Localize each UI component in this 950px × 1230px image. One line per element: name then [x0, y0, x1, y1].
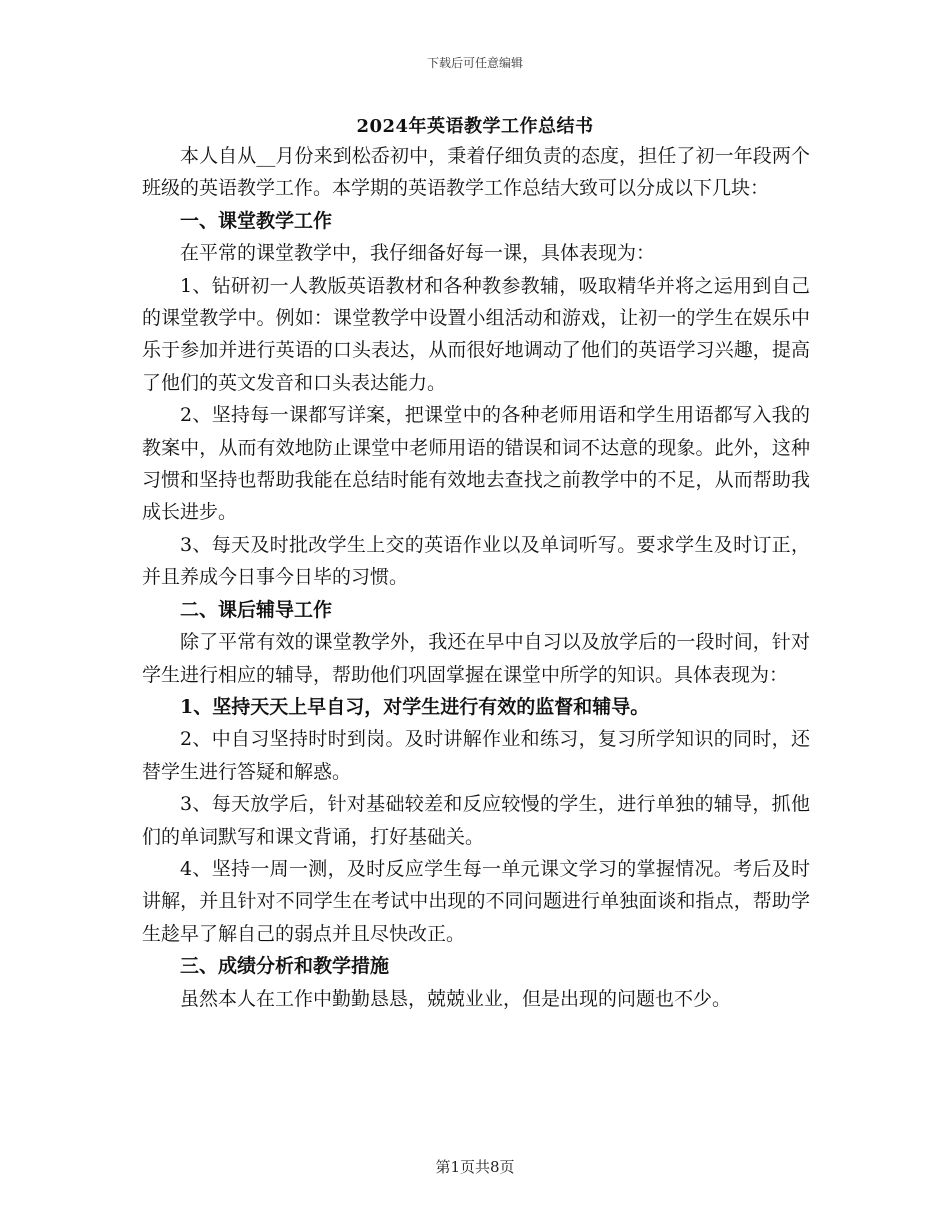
paragraph-classroom-intro: 在平常的课堂教学中，我仔细备好每一课，具体表现为： [180, 242, 656, 265]
document-body [142, 140, 810, 1015]
page-header-note: 下载后可任意编辑 [426, 56, 523, 70]
page-number-footer: 第1页共8页 [435, 1158, 515, 1176]
paragraph-tutoring-item-4: 4、坚持一周一测，及时反应学生每一单元课文学习的掌握情况。考后及时讲解，并且针对不同学生在考试中出现的不同问题进行单独面谈和指点，帮助学生趁早了解自己的弱点并且尽快改正。 [142, 857, 810, 945]
paragraph-tutoring-item-1: 1、坚持天天上早自习，对学生进行有效的监督和辅导。 [180, 695, 650, 718]
paragraph-tutoring-intro: 除了平常有效的课堂教学外，我还在早中自习以及放学后的一段时间，针对学生进行相应的辅导，帮助他们巩固掌握在课堂中所学的知识。具体表现为： [142, 631, 810, 686]
section-heading-after-class-tutoring: 二、课后辅导工作 [180, 598, 333, 621]
section-heading-classroom-teaching: 一、课堂教学工作 [180, 209, 333, 232]
paragraph-classroom-item-3: 3、每天及时批改学生上交的英语作业以及单词听写。要求学生及时订正，并且养成今日事今日毕的习惯。 [142, 533, 810, 589]
document-title: 2024年英语教学工作总结书 [356, 116, 594, 137]
paragraph-tutoring-item-3: 3、每天放学后，针对基础较差和反应较慢的学生，进行单独的辅导，抓他们的单词默写和课文背诵，打好基础关。 [142, 793, 810, 848]
paragraph-classroom-item-1: 1、钻研初一人教版英语教材和各种教参教辅，吸取精华并将之运用到自己的课堂教学中。例如：课堂教学中设置小组活动和游戏，让初一的学生在娱乐中乐于参加并进行英语的口头表达，从而很好地调动了他们的英语学习兴趣，提高了他们的英文发音和口头表达能力。 [142, 274, 810, 394]
intro-paragraph: 本人自从__月份来到松岙初中，秉着仔细负责的态度，担任了初一年段两个班级的英语教学工作。本学期的英语教学工作总结大致可以分成以下几块： [142, 145, 810, 200]
paragraph-results-intro: 虽然本人在工作中勤勤恳恳，兢兢业业，但是出现的问题也不少。 [180, 987, 732, 1010]
section-heading-results-analysis: 三、成绩分析和教学措施 [180, 955, 390, 978]
paragraph-tutoring-item-2: 2、中自习坚持时时到岗。及时讲解作业和练习，复习所学知识的同时，还替学生进行答疑和解惑。 [142, 728, 810, 783]
paragraph-classroom-item-2: 2、坚持每一课都写详案，把课堂中的各种老师用语和学生用语都写入我的教案中，从而有效地防止课堂中老师用语的错误和词不达意的现象。此外，这种习惯和坚持也帮助我能在总结时能有效地去查找之前教学中的不足，从而帮助我成长进步。 [142, 404, 810, 524]
